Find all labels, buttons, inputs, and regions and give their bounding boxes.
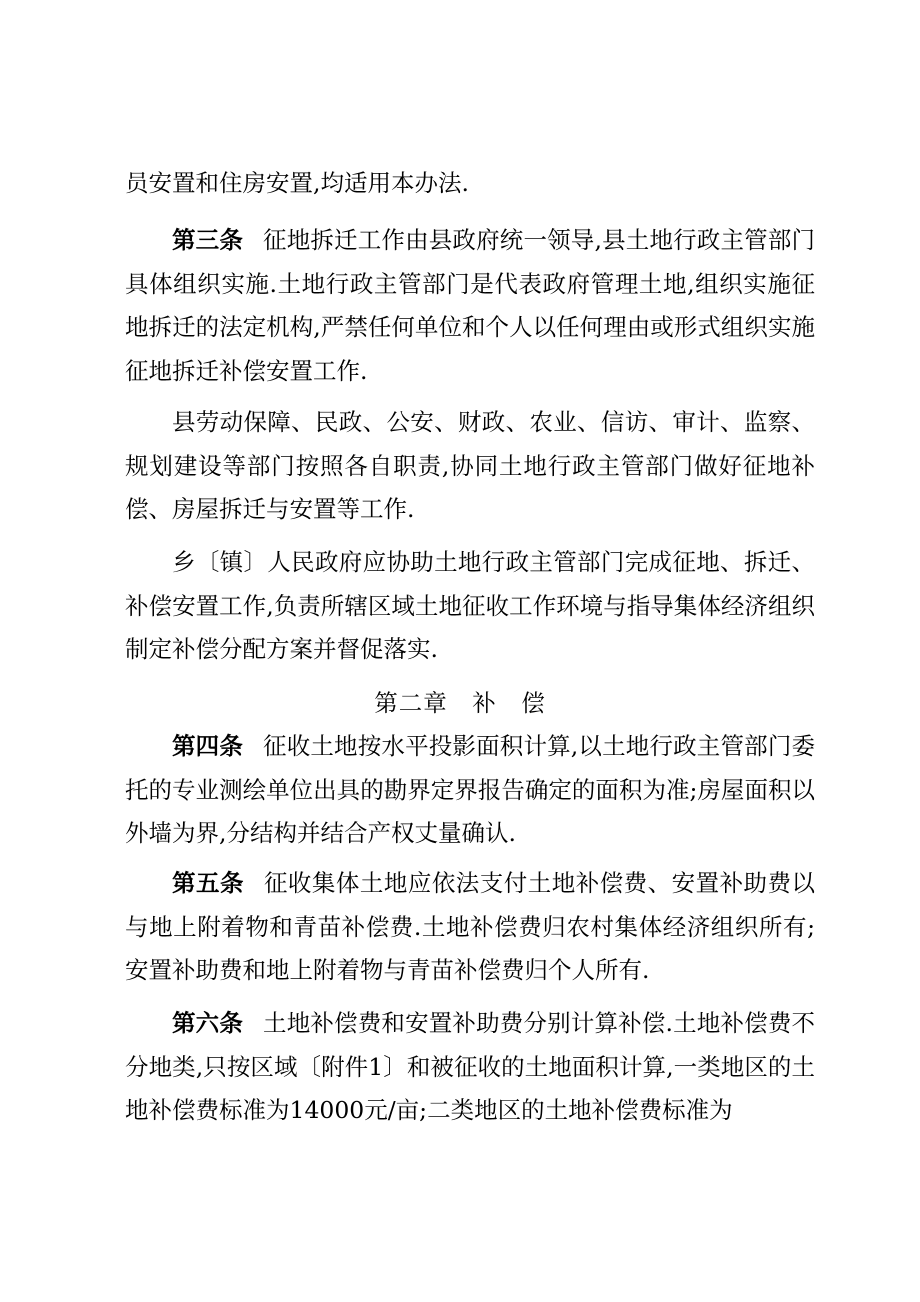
article-4-text: 征收土地按水平投影面积计算,以土地行政主管部门委托的专业测绘单位出具的勘界定界报告确定的面积为准;房屋面积以外墙为界,分结构并结合产权丈量确认. [125, 732, 815, 847]
article-3-paragraph [125, 219, 815, 393]
article-3-label: 第三条 [172, 226, 244, 254]
chapter-heading: 第二章 补 偿 [374, 689, 546, 717]
paragraph-continuation [125, 162, 815, 206]
article-3-text: 征地拆迁工作由县政府统一领导,县土地行政主管部门具体组织实施.土地行政主管部门是代表政府管理土地,组织实施征地拆迁的法定机构,严禁任何单位和个人以任何理由或形式组织实施征地拆迁补偿安置工作. [125, 226, 815, 385]
article-5-text: 征收集体土地应依法支付土地补偿费、安置补助费以与地上附着物和青苗补偿费.土地补偿费归农村集体经济组织所有;安置补助费和地上附着物与青苗补偿费归个人所有. [125, 869, 816, 984]
article-5-label: 第五条 [172, 869, 244, 897]
township-paragraph [125, 541, 815, 672]
article-6-label: 第六条 [172, 1009, 244, 1037]
article-6-text: 土地补偿费和安置补助费分别计算补偿.土地补偿费不分地类,只按区域〔附件1〕和被征收的土地面积计算,一类地区的土地补偿费标准为14000元/亩;二类地区的土地补偿费标准为 [125, 1009, 815, 1124]
township-text: 乡〔镇〕人民政府应协助土地行政主管部门完成征地、拆迁、补偿安置工作,负责所辖区域土地征收工作环境与指导集体经济组织制定补偿分配方案并督促落实. [125, 548, 815, 663]
departments-text: 县劳动保障、民政、公安、财政、农业、信访、审计、监察、规划建设等部门按照各自职责,协同土地行政主管部门做好征地补偿、房屋拆迁与安置等工作. [125, 408, 815, 523]
departments-paragraph [125, 401, 815, 532]
article-4-paragraph [125, 725, 815, 856]
article-4-label: 第四条 [172, 732, 244, 760]
article-5-paragraph [125, 862, 815, 993]
article-6-paragraph [125, 1002, 815, 1133]
paragraph-text: 员安置和住房安置,均适用本办法. [125, 169, 469, 197]
